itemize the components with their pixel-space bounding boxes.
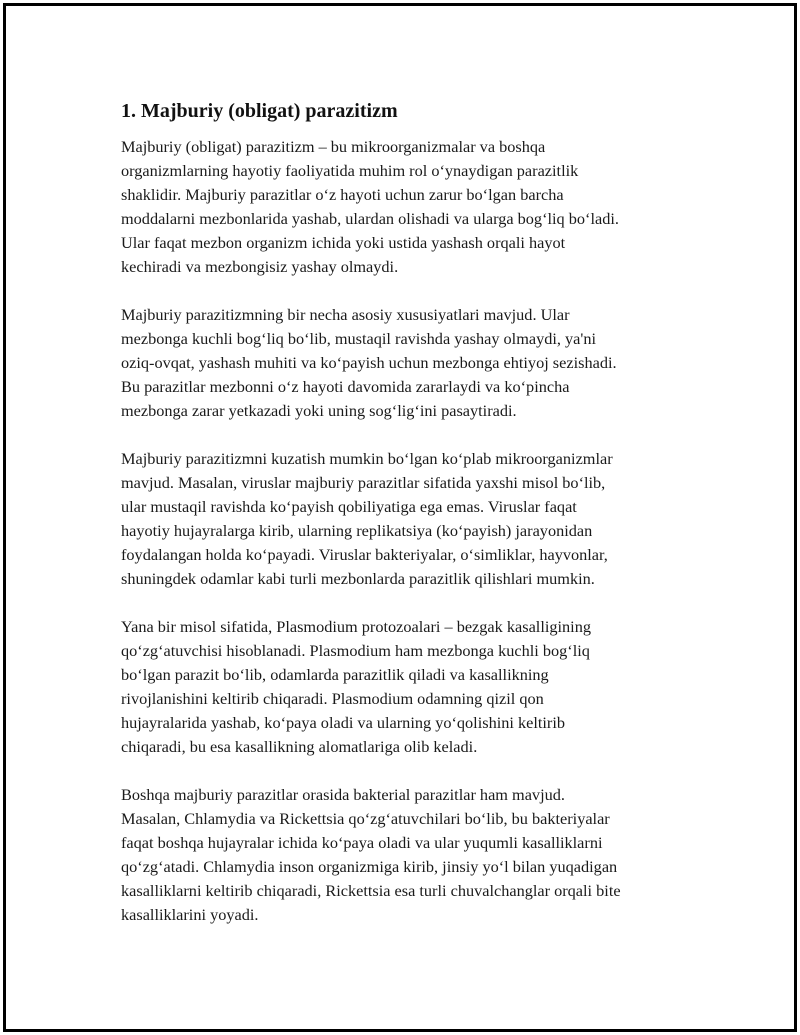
text-line: faqat boshqa hujayralar ichida ko‘paya oladi va ular yuqumli kasalliklarni	[121, 833, 603, 852]
text-line: hujayralarida yashab, ko‘paya oladi va ularning yo‘qolishini keltirib	[121, 713, 565, 732]
paragraph-4	[121, 615, 696, 759]
text-line: shuningdek odamlar kabi turli mezbonlarda parazitlik qilishlari mumkin.	[121, 569, 595, 588]
paragraph-1	[121, 135, 696, 279]
document-body	[121, 98, 696, 951]
text-line: Majburiy parazitizmni kuzatish mumkin bo‘lgan ko‘plab mikroorganizmlar	[121, 449, 613, 468]
text-line: qo‘zg‘atuvchisi hisoblanadi. Plasmodium ham mezbonga kuchli bog‘liq	[121, 641, 590, 660]
text-line: qo‘zg‘atadi. Chlamydia inson organizmiga kirib, jinsiy yo‘l bilan yuqadigan	[121, 857, 618, 876]
page-frame	[3, 3, 797, 1032]
text-line: shaklidir. Majburiy parazitlar o‘z hayoti uchun zarur bo‘lgan barcha	[121, 185, 564, 204]
text-line: mezbonga zarar yetkazadi yoki uning sog‘lig‘ini pasaytiradi.	[121, 401, 517, 420]
text-line: organizmlarning hayotiy faoliyatida muhim rol o‘ynaydigan parazitlik	[121, 161, 579, 180]
text-line: Bu parazitlar mezbonni o‘z hayoti davomida zararlaydi va ko‘pincha	[121, 377, 570, 396]
section-heading: 1. Majburiy (obligat) parazitizm	[121, 100, 398, 122]
paragraph-2	[121, 303, 696, 423]
paragraph-5	[121, 783, 696, 927]
text-line: Boshqa majburiy parazitlar orasida bakterial parazitlar ham mavjud.	[121, 785, 565, 804]
text-line: Yana bir misol sifatida, Plasmodium protozoalari – bezgak kasalligining	[121, 617, 591, 636]
text-line: kasalliklarni keltirib chiqaradi, Rickettsia esa turli chuvalchanglar orqali bite	[121, 881, 621, 900]
text-line: chiqaradi, bu esa kasallikning alomatlariga olib keladi.	[121, 737, 478, 756]
text-line: kasalliklarini yoyadi.	[121, 905, 259, 924]
text-line: Ular faqat mezbon organizm ichida yoki ustida yashash orqali hayot	[121, 233, 566, 252]
text-line: ular mustaqil ravishda ko‘payish qobiliyatiga ega emas. Viruslar faqat	[121, 497, 577, 516]
text-line: Majburiy parazitizmning bir necha asosiy xususiyatlari mavjud. Ular	[121, 305, 570, 324]
text-line: oziq-ovqat, yashash muhiti va ko‘payish uchun mezbonga ehtiyoj sezishadi.	[121, 353, 617, 372]
text-line: kechiradi va mezbongisiz yashay olmaydi.	[121, 257, 399, 276]
text-line: rivojlanishini keltirib chiqaradi. Plasmodium odamning qizil qon	[121, 689, 544, 708]
text-line: moddalarni mezbonlarida yashab, ulardan olishadi va ularga bog‘liq bo‘ladi.	[121, 209, 619, 228]
text-line: hayotiy hujayralarga kirib, ularning replikatsiya (ko‘payish) jarayonidan	[121, 521, 593, 540]
text-line: bo‘lgan parazit bo‘lib, odamlarda parazitlik qiladi va kasallikning	[121, 665, 549, 684]
text-line: Masalan, Chlamydia va Rickettsia qo‘zg‘atuvchilari bo‘lib, bu bakteriyalar	[121, 809, 610, 828]
paragraph-3	[121, 447, 696, 591]
text-line: foydalangan holda ko‘payadi. Viruslar bakteriyalar, o‘simliklar, hayvonlar,	[121, 545, 608, 564]
text-line: mezbonga kuchli bog‘liq bo‘lib, mustaqil ravishda yashay olmaydi, ya'ni	[121, 329, 596, 348]
text-line: Majburiy (obligat) parazitizm – bu mikroorganizmalar va boshqa	[121, 137, 546, 156]
text-line: mavjud. Masalan, viruslar majburiy parazitlar sifatida yaxshi misol bo‘lib,	[121, 473, 606, 492]
